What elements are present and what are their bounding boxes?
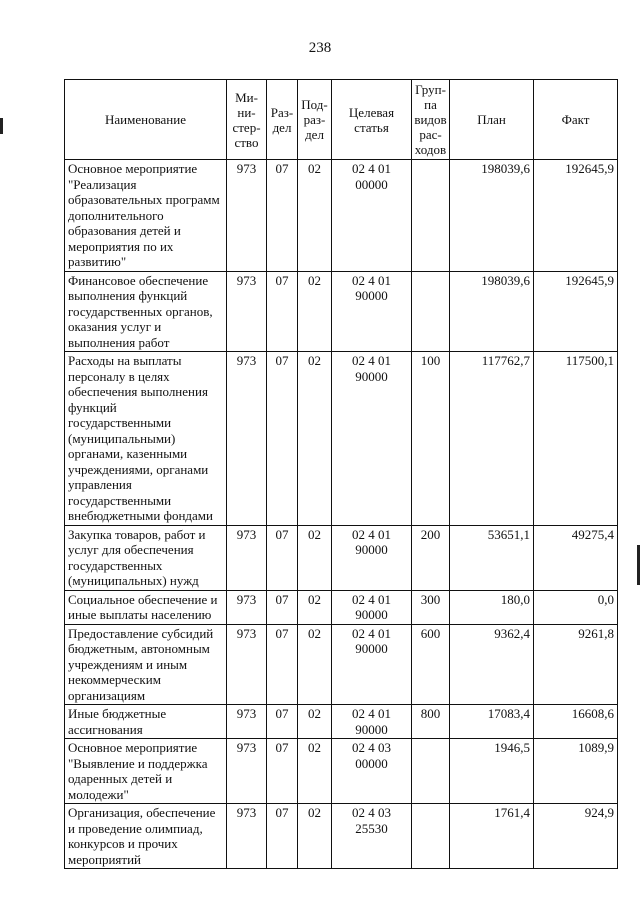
cell-subsection: 02 xyxy=(298,590,332,624)
cell-plan: 198039,6 xyxy=(450,271,534,352)
cell-plan: 53651,1 xyxy=(450,525,534,590)
cell-section: 07 xyxy=(267,352,298,526)
table-row xyxy=(65,804,618,869)
cell-fact: 16608,6 xyxy=(534,705,618,739)
cell-ministry: 973 xyxy=(227,525,267,590)
cell-section: 07 xyxy=(267,160,298,272)
cell-target: 02 4 01 90000 xyxy=(332,590,412,624)
cell-expense-group: 800 xyxy=(412,705,450,739)
cell-subsection: 02 xyxy=(298,624,332,705)
table-row xyxy=(65,705,618,739)
cell-target: 02 4 03 25530 xyxy=(332,804,412,869)
cell-name: Иные бюджетные ассигнования xyxy=(65,705,227,739)
cell-target: 02 4 01 00000 xyxy=(332,160,412,272)
cell-target: 02 4 01 90000 xyxy=(332,705,412,739)
cell-fact: 9261,8 xyxy=(534,624,618,705)
cell-subsection: 02 xyxy=(298,160,332,272)
cell-ministry: 973 xyxy=(227,624,267,705)
header-plan: План xyxy=(450,80,534,160)
header-expense-group: Груп- па видов рас- ходов xyxy=(412,80,450,160)
cell-expense-group xyxy=(412,739,450,804)
cell-expense-group xyxy=(412,160,450,272)
cell-expense-group: 100 xyxy=(412,352,450,526)
cell-fact: 924,9 xyxy=(534,804,618,869)
cell-expense-group xyxy=(412,804,450,869)
header-subsection: Под- раз- дел xyxy=(298,80,332,160)
cell-subsection: 02 xyxy=(298,271,332,352)
table-row xyxy=(65,525,618,590)
cell-subsection: 02 xyxy=(298,525,332,590)
table-row xyxy=(65,590,618,624)
cell-target: 02 4 01 90000 xyxy=(332,352,412,526)
cell-section: 07 xyxy=(267,624,298,705)
cell-name: Основное мероприятие "Выявление и поддержка одаренных детей и молодежи" xyxy=(65,739,227,804)
cell-plan: 198039,6 xyxy=(450,160,534,272)
cell-expense-group: 200 xyxy=(412,525,450,590)
header-ministry: Ми- ни- стер- ство xyxy=(227,80,267,160)
cell-section: 07 xyxy=(267,705,298,739)
cell-name: Финансовое обеспечение выполнения функций государственных органов, оказания услуг и выполнения работ xyxy=(65,271,227,352)
cell-ministry: 973 xyxy=(227,352,267,526)
cell-name: Предоставление субсидий бюджетным, автономным учреждениям и иным некоммерческим организациям xyxy=(65,624,227,705)
cell-name: Социальное обеспечение и иные выплаты населению xyxy=(65,590,227,624)
cell-ministry: 973 xyxy=(227,590,267,624)
cell-section: 07 xyxy=(267,590,298,624)
header-target: Целевая статья xyxy=(332,80,412,160)
cell-section: 07 xyxy=(267,804,298,869)
cell-subsection: 02 xyxy=(298,804,332,869)
header-fact: Факт xyxy=(534,80,618,160)
cell-fact: 1089,9 xyxy=(534,739,618,804)
table-header-row xyxy=(65,80,618,160)
table-row xyxy=(65,271,618,352)
cell-target: 02 4 03 00000 xyxy=(332,739,412,804)
cell-fact: 49275,4 xyxy=(534,525,618,590)
table-row xyxy=(65,160,618,272)
cell-section: 07 xyxy=(267,271,298,352)
cell-plan: 9362,4 xyxy=(450,624,534,705)
cell-section: 07 xyxy=(267,525,298,590)
cell-subsection: 02 xyxy=(298,705,332,739)
cell-fact: 117500,1 xyxy=(534,352,618,526)
cell-ministry: 973 xyxy=(227,271,267,352)
cell-expense-group xyxy=(412,271,450,352)
cell-fact: 192645,9 xyxy=(534,160,618,272)
cell-section: 07 xyxy=(267,739,298,804)
cell-ministry: 973 xyxy=(227,804,267,869)
cell-plan: 1761,4 xyxy=(450,804,534,869)
cell-plan: 1946,5 xyxy=(450,739,534,804)
cell-target: 02 4 01 90000 xyxy=(332,624,412,705)
page-number: 238 xyxy=(308,40,332,56)
cell-ministry: 973 xyxy=(227,160,267,272)
cell-ministry: 973 xyxy=(227,705,267,739)
cell-ministry: 973 xyxy=(227,739,267,804)
cell-expense-group: 300 xyxy=(412,590,450,624)
table-row xyxy=(65,624,618,705)
cell-expense-group: 600 xyxy=(412,624,450,705)
header-section: Раз- дел xyxy=(267,80,298,160)
table-row xyxy=(65,739,618,804)
cell-name: Основное мероприятие "Реализация образовательных программ дополнительного образования детей и мероприятия по их развитию" xyxy=(65,160,227,272)
cell-subsection: 02 xyxy=(298,352,332,526)
cell-target: 02 4 01 90000 xyxy=(332,525,412,590)
table-row xyxy=(65,352,618,526)
cell-plan: 117762,7 xyxy=(450,352,534,526)
cell-fact: 0,0 xyxy=(534,590,618,624)
cell-plan: 17083,4 xyxy=(450,705,534,739)
cell-name: Организация, обеспечение и проведение олимпиад, конкурсов и прочих мероприятий xyxy=(65,804,227,869)
cell-plan: 180,0 xyxy=(450,590,534,624)
cell-name: Закупка товаров, работ и услуг для обеспечения государственных (муниципальных) нужд xyxy=(65,525,227,590)
scan-edge-mark-left xyxy=(0,118,3,134)
header-name: Наименование xyxy=(65,80,227,160)
budget-table xyxy=(64,79,618,869)
cell-target: 02 4 01 90000 xyxy=(332,271,412,352)
cell-name: Расходы на выплаты персоналу в целях обеспечения выполнения функций государственными (муниципальными) органами, казенными учреждениями, органами управления государственными внебюджетными фондами xyxy=(65,352,227,526)
cell-fact: 192645,9 xyxy=(534,271,618,352)
cell-subsection: 02 xyxy=(298,739,332,804)
